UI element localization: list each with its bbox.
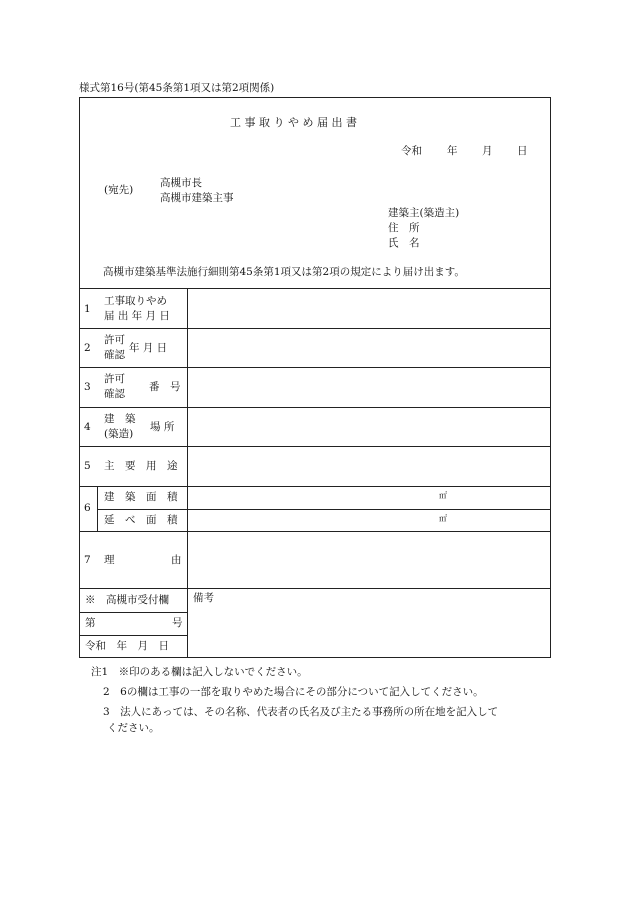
receipt-go: 号 — [172, 617, 183, 629]
unit-m2-building: ㎡ — [439, 491, 447, 500]
note-1: 注1 ※印のある欄は記入しないでください。 — [91, 666, 308, 678]
form-title: 工 事 取 り や め 届 出 書 — [230, 116, 357, 129]
row-2-value[interactable] — [188, 329, 550, 366]
addressee-official: 高槻市建築主事 — [160, 192, 234, 204]
row-4-value[interactable] — [188, 408, 550, 445]
note-3: 3 法人にあっては、その名称、代表者の氏名及び主たる事務所の所在地を記入して — [103, 706, 499, 718]
applicant-address-label: 住 所 — [388, 222, 420, 234]
form-number: 様式第16号(第45条第1項又は第2項関係) — [79, 82, 275, 94]
addressee-mayor: 高槻市長 — [160, 177, 202, 189]
applicant-name-label: 氏 名 — [388, 237, 420, 249]
row-5-value[interactable] — [188, 447, 550, 485]
row-3-value[interactable] — [188, 368, 550, 406]
row-7-value[interactable] — [188, 532, 550, 587]
office-use-header: ※ 高槻市受付欄 — [85, 594, 169, 606]
unit-m2-floor: ㎡ — [439, 514, 447, 523]
receipt-dai: 第 — [85, 617, 96, 629]
remarks-label: 備考 — [193, 592, 214, 604]
receipt-date: 令和 年 月 日 — [85, 640, 169, 652]
statement: 高槻市建築基準法施行細則第45条第1項又は第2項の規定により届け出ます。 — [103, 266, 465, 278]
applicant-label: 建築主(築造主) — [388, 207, 460, 219]
floor-area-value[interactable] — [188, 510, 433, 530]
note-2: 2 6の欄は工事の一部を取りやめた場合にその部分について記入してください。 — [103, 686, 484, 698]
building-area-value[interactable] — [188, 487, 433, 508]
row-1-value[interactable] — [188, 289, 550, 327]
addressee-label: (宛先) — [104, 184, 134, 196]
note-3-cont: ください。 — [107, 722, 160, 734]
